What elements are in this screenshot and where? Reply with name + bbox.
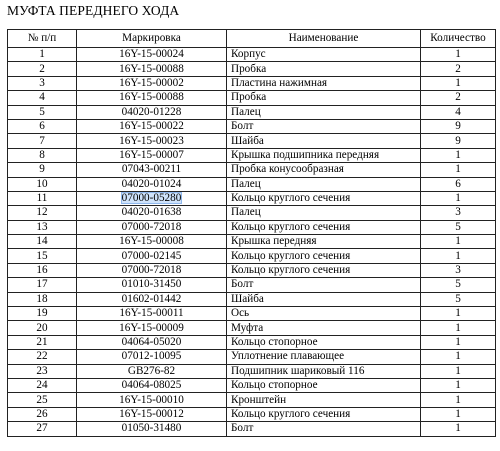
part-code-cell: 07012-10095: [77, 350, 227, 364]
quantity-cell: 1: [421, 148, 496, 162]
table-row: [8, 321, 496, 335]
table-row: [8, 91, 496, 105]
table-row: [8, 350, 496, 364]
row-number-cell: 26: [8, 407, 77, 421]
row-number-cell: 7: [8, 134, 77, 148]
row-number-cell: 20: [8, 321, 77, 335]
row-number-cell: 27: [8, 422, 77, 436]
part-code-cell: 16Y-15-00009: [77, 321, 227, 335]
part-code-cell: 07000-02145: [77, 249, 227, 263]
column-header-code: Маркировка: [77, 30, 227, 48]
part-code-cell: 04064-05020: [77, 335, 227, 349]
part-name-cell: Подшипник шариковый 116: [227, 364, 421, 378]
part-name-cell: Пробка: [227, 62, 421, 76]
part-name-cell: Кольцо круглого сечения: [227, 220, 421, 234]
part-code-cell: 16Y-15-00002: [77, 76, 227, 90]
quantity-cell: 1: [421, 335, 496, 349]
part-name-cell: Пластина нажимная: [227, 76, 421, 90]
part-code-cell: 16Y-15-00007: [77, 148, 227, 162]
column-header-number: № п/п: [8, 30, 77, 48]
part-name-cell: Кольцо круглого сечения: [227, 191, 421, 205]
part-code-cell: 07000-72018: [77, 263, 227, 277]
row-number-cell: 11: [8, 191, 77, 205]
table-row: [8, 148, 496, 162]
part-code-cell: 16Y-15-00022: [77, 119, 227, 133]
row-number-cell: 17: [8, 278, 77, 292]
part-name-cell: Палец: [227, 206, 421, 220]
part-code-cell: 16Y-15-00012: [77, 407, 227, 421]
table-row: [8, 335, 496, 349]
quantity-cell: 1: [421, 393, 496, 407]
table-row: [8, 249, 496, 263]
part-name-cell: Болт: [227, 278, 421, 292]
row-number-cell: 16: [8, 263, 77, 277]
part-name-cell: Кольцо стопорное: [227, 378, 421, 392]
table-row: [8, 220, 496, 234]
part-name-cell: Шайба: [227, 134, 421, 148]
table-body: [8, 48, 496, 437]
part-name-cell: Болт: [227, 119, 421, 133]
part-name-cell: Муфта: [227, 321, 421, 335]
part-code-cell: 16Y-15-00011: [77, 307, 227, 321]
quantity-cell: 1: [421, 76, 496, 90]
column-header-quantity: Количество: [421, 30, 496, 48]
row-number-cell: 1: [8, 48, 77, 62]
row-number-cell: 3: [8, 76, 77, 90]
row-number-cell: 14: [8, 235, 77, 249]
quantity-cell: 5: [421, 292, 496, 306]
quantity-cell: 1: [421, 249, 496, 263]
row-number-cell: 12: [8, 206, 77, 220]
part-code-cell: 16Y-15-00008: [77, 235, 227, 249]
quantity-cell: 1: [421, 378, 496, 392]
part-code-cell: 01602-01442: [77, 292, 227, 306]
row-number-cell: 18: [8, 292, 77, 306]
quantity-cell: 6: [421, 177, 496, 191]
table-row: [8, 62, 496, 76]
table-row: [8, 105, 496, 119]
table-row: [8, 292, 496, 306]
row-number-cell: 6: [8, 119, 77, 133]
part-name-cell: Крышка передняя: [227, 235, 421, 249]
quantity-cell: 1: [421, 163, 496, 177]
part-code-cell: GB276-82: [77, 364, 227, 378]
row-number-cell: 23: [8, 364, 77, 378]
table-row: [8, 177, 496, 191]
part-name-cell: Шайба: [227, 292, 421, 306]
row-number-cell: 15: [8, 249, 77, 263]
part-name-cell: Палец: [227, 177, 421, 191]
part-code-cell: 16Y-15-00010: [77, 393, 227, 407]
quantity-cell: 9: [421, 119, 496, 133]
table-row: [8, 119, 496, 133]
quantity-cell: 3: [421, 263, 496, 277]
table-row: [8, 407, 496, 421]
column-header-name: Наименование: [227, 30, 421, 48]
part-name-cell: Крышка подшипника передняя: [227, 148, 421, 162]
part-name-cell: Пробка конусообразная: [227, 163, 421, 177]
part-code-cell: 04020-01228: [77, 105, 227, 119]
quantity-cell: 1: [421, 48, 496, 62]
table-row: [8, 393, 496, 407]
part-code-cell: 04064-08025: [77, 378, 227, 392]
table-row: [8, 163, 496, 177]
quantity-cell: 1: [421, 407, 496, 421]
part-name-cell: Кольцо круглого сечения: [227, 407, 421, 421]
quantity-cell: 2: [421, 62, 496, 76]
part-name-cell: Кронштейн: [227, 393, 421, 407]
row-number-cell: 4: [8, 91, 77, 105]
parts-table: [7, 29, 496, 437]
row-number-cell: 19: [8, 307, 77, 321]
quantity-cell: 1: [421, 422, 496, 436]
quantity-cell: 5: [421, 278, 496, 292]
row-number-cell: 24: [8, 378, 77, 392]
quantity-cell: 5: [421, 220, 496, 234]
table-row: [8, 206, 496, 220]
row-number-cell: 10: [8, 177, 77, 191]
table-row: [8, 191, 496, 205]
part-code-cell: 16Y-15-00023: [77, 134, 227, 148]
part-code-cell: 01010-31450: [77, 278, 227, 292]
part-code-cell: 16Y-15-00088: [77, 91, 227, 105]
part-code-cell: 01050-31480: [77, 422, 227, 436]
quantity-cell: 4: [421, 105, 496, 119]
part-name-cell: Болт: [227, 422, 421, 436]
row-number-cell: 13: [8, 220, 77, 234]
part-name-cell: Кольцо круглого сечения: [227, 263, 421, 277]
part-name-cell: Уплотнение плавающее: [227, 350, 421, 364]
table-row: [8, 278, 496, 292]
quantity-cell: 1: [421, 235, 496, 249]
part-name-cell: Пробка: [227, 91, 421, 105]
quantity-cell: 9: [421, 134, 496, 148]
part-code-cell: 07000-72018: [77, 220, 227, 234]
part-code-cell: 16Y-15-00088: [77, 62, 227, 76]
row-number-cell: 8: [8, 148, 77, 162]
table-row: [8, 378, 496, 392]
row-number-cell: 5: [8, 105, 77, 119]
table-row: [8, 48, 496, 62]
part-code-cell: 16Y-15-00024: [77, 48, 227, 62]
quantity-cell: 1: [421, 350, 496, 364]
table-row: [8, 134, 496, 148]
part-code-cell: 04020-01638: [77, 206, 227, 220]
row-number-cell: 22: [8, 350, 77, 364]
table-row: [8, 307, 496, 321]
quantity-cell: 3: [421, 206, 496, 220]
part-code-cell: 07043-00211: [77, 163, 227, 177]
row-number-cell: 25: [8, 393, 77, 407]
quantity-cell: 1: [421, 321, 496, 335]
part-code-cell: 04020-01024: [77, 177, 227, 191]
quantity-cell: 1: [421, 307, 496, 321]
table-row: [8, 263, 496, 277]
part-name-cell: Палец: [227, 105, 421, 119]
page-title: МУФТА ПЕРЕДНЕГО ХОДА: [7, 3, 180, 18]
part-code-cell: [77, 191, 227, 205]
table-header-row: [8, 30, 496, 48]
quantity-cell: 1: [421, 191, 496, 205]
table-row: [8, 364, 496, 378]
row-number-cell: 9: [8, 163, 77, 177]
selected-text-highlight[interactable]: 07000-05280: [121, 192, 182, 205]
table-row: [8, 76, 496, 90]
row-number-cell: 21: [8, 335, 77, 349]
part-name-cell: Ось: [227, 307, 421, 321]
table-row: [8, 422, 496, 436]
part-name-cell: Корпус: [227, 48, 421, 62]
table-row: [8, 235, 496, 249]
quantity-cell: 1: [421, 364, 496, 378]
part-name-cell: Кольцо круглого сечения: [227, 249, 421, 263]
part-name-cell: Кольцо стопорное: [227, 335, 421, 349]
row-number-cell: 2: [8, 62, 77, 76]
quantity-cell: 2: [421, 91, 496, 105]
